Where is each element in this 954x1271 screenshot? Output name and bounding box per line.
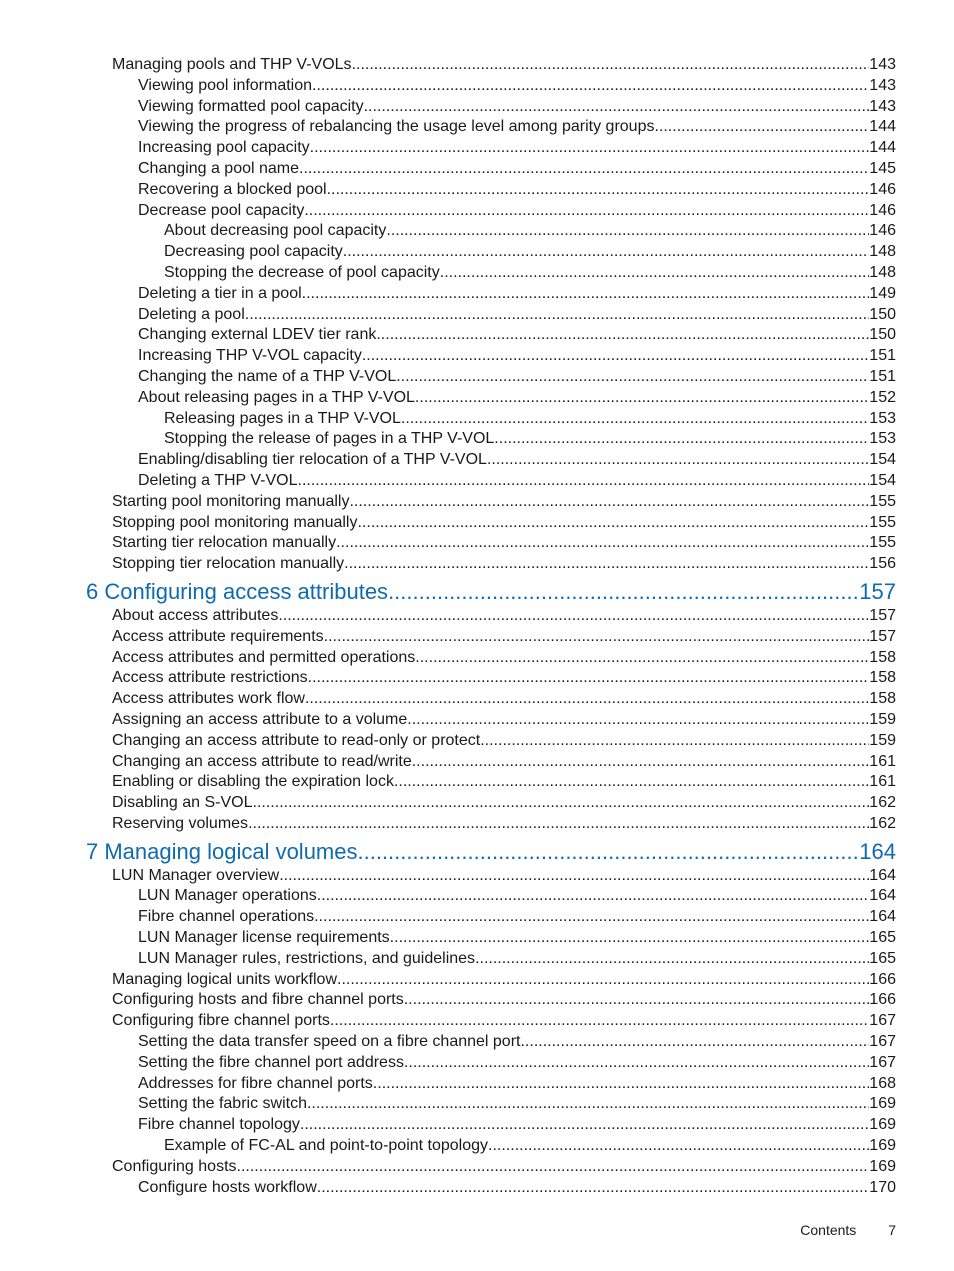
toc-entry-title: Assigning an access attribute to a volume <box>112 710 408 728</box>
toc-entry-page: 153 <box>869 430 896 448</box>
toc-entry[interactable] <box>0 55 954 76</box>
toc-entry-page: 149 <box>869 284 896 302</box>
dot-leader <box>248 814 869 835</box>
dot-leader <box>480 731 869 752</box>
toc-entry[interactable] <box>0 263 954 284</box>
toc-entry-page: 145 <box>869 159 896 177</box>
toc-entry-title: Changing a pool name <box>138 159 300 177</box>
dot-leader <box>401 409 869 430</box>
toc-entry-page: 170 <box>869 1178 896 1196</box>
toc-entry-page: 157 <box>869 627 896 645</box>
toc-entry[interactable] <box>0 928 954 949</box>
toc-entry-page: 168 <box>869 1074 896 1092</box>
dot-leader <box>300 1115 869 1136</box>
dot-leader <box>388 575 859 606</box>
toc-entry-page: 146 <box>869 201 896 219</box>
toc-entry[interactable] <box>0 1074 954 1095</box>
toc-entry-page: 167 <box>869 1033 896 1051</box>
dot-leader <box>373 1074 870 1095</box>
toc-entry-title: Releasing pages in a THP V-VOL <box>164 409 401 427</box>
dot-leader <box>349 492 869 513</box>
toc-entry[interactable] <box>0 138 954 159</box>
toc-entry-title: Stopping pool monitoring manually <box>112 513 358 531</box>
toc-entry-page: 159 <box>869 710 896 728</box>
toc-entry-title: Changing an access attribute to read-only or protect <box>112 731 481 749</box>
toc-entry-page: 162 <box>869 814 896 832</box>
dot-leader <box>404 1053 869 1074</box>
toc-entry-title: Managing pools and THP V-VOLs <box>112 56 352 73</box>
dot-leader <box>305 689 869 710</box>
toc-entry[interactable] <box>0 242 954 263</box>
dot-leader <box>307 1094 869 1115</box>
toc-entry-title: Changing the name of a THP V-VOL <box>138 367 397 385</box>
toc-entry-title: Deleting a tier in a pool <box>138 284 302 302</box>
footer-label: Contents <box>800 1222 857 1238</box>
toc-entry[interactable] <box>0 554 954 575</box>
dot-leader <box>440 263 870 284</box>
toc-entry-title: Configuring fibre channel ports <box>112 1012 330 1030</box>
toc-entry[interactable] <box>0 450 954 471</box>
dot-leader <box>488 1136 869 1157</box>
toc-entry[interactable] <box>0 1094 954 1115</box>
toc-entry-page: 164 <box>869 887 896 905</box>
dot-leader <box>312 76 869 97</box>
toc-entry-title: 7 Managing logical volumes <box>86 838 358 864</box>
dot-leader <box>412 752 870 773</box>
toc-entry[interactable] <box>0 159 954 180</box>
dot-leader <box>245 305 870 326</box>
toc-entry-page: 144 <box>869 139 896 157</box>
toc-entry[interactable] <box>0 1011 954 1032</box>
toc-entry-title: Configuring hosts <box>112 1157 237 1175</box>
toc-entry-page: 169 <box>869 1116 896 1134</box>
dot-leader <box>394 772 869 793</box>
dot-leader <box>494 429 869 450</box>
toc-entry-page: 169 <box>869 1095 896 1113</box>
toc-entry[interactable] <box>0 201 954 222</box>
toc-entry-page: 151 <box>869 367 896 385</box>
toc-entry-page: 154 <box>869 451 896 469</box>
toc-entry[interactable] <box>0 752 954 773</box>
toc-entry-page: 155 <box>869 513 896 531</box>
toc-entry-title: Addresses for fibre channel ports <box>138 1074 373 1092</box>
toc-entry-page: 143 <box>869 97 896 115</box>
toc-entry-title: Increasing THP V-VOL capacity <box>138 347 362 365</box>
toc-entry-page: 148 <box>869 243 896 261</box>
toc-entry-title: Stopping the release of pages in a THP V-VOL <box>164 430 495 448</box>
toc-entry-page: 144 <box>869 118 896 136</box>
toc-entry-page: 152 <box>869 388 896 406</box>
dot-leader <box>327 180 870 201</box>
toc-entry[interactable] <box>0 866 954 887</box>
toc-entry-page: 158 <box>869 669 896 687</box>
toc-entry-title: About access attributes <box>112 606 279 624</box>
toc-entry-page: 154 <box>869 471 896 489</box>
toc-entry-page: 164 <box>869 908 896 926</box>
dot-leader <box>314 907 869 928</box>
toc-entry[interactable] <box>0 388 954 409</box>
toc-entry-title: Viewing formatted pool capacity <box>138 97 364 115</box>
toc-entry-title: Increasing pool capacity <box>138 139 310 157</box>
toc-entry-page: 157 <box>859 578 896 604</box>
toc-entry-page: 153 <box>869 409 896 427</box>
toc-entry[interactable] <box>0 513 954 534</box>
toc-entry-title: Enabling or disabling the expiration lock <box>112 773 394 791</box>
dot-leader <box>310 138 870 159</box>
toc-chapter-entry[interactable] <box>0 575 954 606</box>
toc-entry-page: 164 <box>869 866 896 884</box>
toc-entry[interactable] <box>0 76 954 97</box>
dot-leader <box>344 554 869 575</box>
toc-entry-page: 143 <box>869 56 896 73</box>
toc-entry[interactable] <box>0 180 954 201</box>
dot-leader <box>352 55 870 76</box>
toc-entry-page: 166 <box>869 991 896 1009</box>
toc-entry-title: Setting the fibre channel port address <box>138 1053 404 1071</box>
toc-entry[interactable] <box>0 990 954 1011</box>
toc-entry-title: LUN Manager overview <box>112 866 280 884</box>
toc-entry-title: Stopping the decrease of pool capacity <box>164 263 440 281</box>
toc-entry-page: 164 <box>859 838 896 864</box>
toc-entry-page: 161 <box>869 773 896 791</box>
toc-entry[interactable] <box>0 793 954 814</box>
toc-entry[interactable] <box>0 886 954 907</box>
toc-entry-title: Decrease pool capacity <box>138 201 305 219</box>
toc-entry-title: Configure hosts workflow <box>138 1178 317 1196</box>
dot-leader <box>324 627 870 648</box>
toc-entry-title: LUN Manager license requirements <box>138 929 390 947</box>
toc-entry-page: 151 <box>869 347 896 365</box>
dot-leader <box>304 201 869 222</box>
dot-leader <box>278 606 869 627</box>
toc-entry-page: 157 <box>869 606 896 624</box>
dot-leader <box>358 835 860 866</box>
toc-entry-title: Changing an access attribute to read/write <box>112 752 412 770</box>
dot-leader <box>362 346 869 367</box>
toc-entry-page: 161 <box>869 752 896 770</box>
dot-leader <box>520 1032 869 1053</box>
toc-entry[interactable] <box>0 1178 954 1199</box>
dot-leader <box>386 221 869 242</box>
toc-entry[interactable] <box>0 731 954 752</box>
toc-chapter-entry[interactable] <box>0 835 954 866</box>
toc-entry-title: Decreasing pool capacity <box>164 243 343 261</box>
dot-leader <box>253 793 870 814</box>
toc-entry[interactable] <box>0 117 954 138</box>
toc-entry-title: Access attribute restrictions <box>112 669 308 687</box>
toc-entry-title: Access attributes and permitted operations <box>112 648 416 666</box>
dot-leader <box>299 159 869 180</box>
dot-leader <box>330 1011 869 1032</box>
toc-entry[interactable] <box>0 284 954 305</box>
dot-leader <box>302 284 870 305</box>
dot-leader <box>337 970 869 991</box>
toc-entry[interactable] <box>0 907 954 928</box>
toc-entry[interactable] <box>0 221 954 242</box>
toc-entry[interactable] <box>0 689 954 710</box>
dot-leader <box>237 1157 870 1178</box>
toc-entry-title: Example of FC-AL and point-to-point topology <box>164 1137 489 1155</box>
dot-leader <box>317 886 870 907</box>
dot-leader <box>308 668 870 689</box>
toc-entry-page: 158 <box>869 648 896 666</box>
toc-entry-page: 169 <box>869 1157 896 1175</box>
toc-entry-page: 155 <box>869 534 896 552</box>
toc-entry-page: 143 <box>869 76 896 94</box>
toc-entry[interactable] <box>0 627 954 648</box>
dot-leader <box>475 949 869 970</box>
toc-entry-title: Setting the fabric switch <box>138 1095 307 1113</box>
dot-leader <box>487 450 869 471</box>
toc-entry-title: About releasing pages in a THP V-VOL <box>138 388 415 406</box>
dot-leader <box>357 513 869 534</box>
dot-leader <box>364 97 870 118</box>
toc-entry[interactable] <box>0 1157 954 1178</box>
dot-leader <box>390 928 870 949</box>
toc-entry-page: 165 <box>869 929 896 947</box>
toc-entry[interactable] <box>0 429 954 450</box>
page-number: 7 <box>888 1222 896 1238</box>
dot-leader <box>396 367 869 388</box>
dot-leader <box>336 533 869 554</box>
dot-leader <box>298 471 870 492</box>
toc-entry-page: 165 <box>869 949 896 967</box>
toc-entry[interactable] <box>0 606 954 627</box>
toc-entry[interactable] <box>0 471 954 492</box>
toc-entry-page: 146 <box>869 180 896 198</box>
toc-entry[interactable] <box>0 1115 954 1136</box>
toc-entry-page: 167 <box>869 1053 896 1071</box>
dot-leader <box>407 710 869 731</box>
toc-entry-title: Setting the data transfer speed on a fibre channel port <box>138 1033 521 1051</box>
toc-entry-title: Deleting a THP V-VOL <box>138 471 298 489</box>
toc-entry-title: Managing logical units workflow <box>112 970 337 988</box>
dot-leader <box>415 648 869 669</box>
toc-entry-page: 150 <box>869 305 896 323</box>
toc-entry[interactable] <box>0 97 954 118</box>
toc-entry-page: 146 <box>869 222 896 240</box>
dot-leader <box>654 117 869 138</box>
toc-entry-page: 169 <box>869 1137 896 1155</box>
toc-entry-page: 162 <box>869 794 896 812</box>
toc-entry[interactable] <box>0 648 954 669</box>
toc-entry[interactable] <box>0 970 954 991</box>
toc-entry-title: Configuring hosts and fibre channel ports <box>112 991 404 1009</box>
table-of-contents <box>0 55 954 1198</box>
toc-entry-title: Disabling an S-VOL <box>112 794 253 812</box>
toc-entry-page: 155 <box>869 492 896 510</box>
toc-entry[interactable] <box>0 325 954 346</box>
toc-entry[interactable] <box>0 1136 954 1157</box>
toc-entry-title: LUN Manager operations <box>138 887 317 905</box>
toc-entry-title: Viewing the progress of rebalancing the usage level among parity groups <box>138 118 655 136</box>
toc-entry-title: Deleting a pool <box>138 305 245 323</box>
dot-leader <box>343 242 870 263</box>
toc-entry[interactable] <box>0 814 954 835</box>
toc-entry-page: 166 <box>869 970 896 988</box>
toc-entry-title: 6 Configuring access attributes <box>86 578 389 604</box>
dot-leader <box>317 1178 870 1199</box>
toc-entry[interactable] <box>0 1053 954 1074</box>
page-footer <box>800 1222 896 1238</box>
toc-entry-page: 156 <box>869 555 896 573</box>
toc-entry-title: Access attribute requirements <box>112 627 324 645</box>
toc-entry-title: Starting tier relocation manually <box>112 534 337 552</box>
toc-entry-page: 158 <box>869 690 896 708</box>
toc-entry-title: Recovering a blocked pool <box>138 180 327 198</box>
toc-entry[interactable] <box>0 305 954 326</box>
toc-entry-title: Enabling/disabling tier relocation of a THP V-VOL <box>138 451 487 469</box>
toc-entry[interactable] <box>0 710 954 731</box>
dot-leader <box>279 866 869 887</box>
toc-entry-title: LUN Manager rules, restrictions, and guidelines <box>138 949 476 967</box>
toc-entry-page: 148 <box>869 263 896 281</box>
toc-entry[interactable] <box>0 492 954 513</box>
toc-entry-title: Reserving volumes <box>112 814 249 832</box>
toc-entry-title: Stopping tier relocation manually <box>112 555 345 573</box>
toc-entry[interactable] <box>0 409 954 430</box>
toc-entry-title: Viewing pool information <box>138 76 313 94</box>
toc-entry[interactable] <box>0 1032 954 1053</box>
toc-entry-title: Starting pool monitoring manually <box>112 492 350 510</box>
toc-entry-title: Fibre channel topology <box>138 1116 300 1134</box>
dot-leader <box>376 325 869 346</box>
toc-entry[interactable] <box>0 949 954 970</box>
toc-entry-page: 159 <box>869 731 896 749</box>
toc-entry-page: 167 <box>869 1012 896 1030</box>
toc-entry-title: About decreasing pool capacity <box>164 222 387 240</box>
toc-entry[interactable] <box>0 533 954 554</box>
toc-entry[interactable] <box>0 346 954 367</box>
toc-entry-title: Fibre channel operations <box>138 908 315 926</box>
dot-leader <box>404 990 870 1011</box>
toc-entry[interactable] <box>0 772 954 793</box>
toc-entry[interactable] <box>0 367 954 388</box>
toc-entry-page: 150 <box>869 326 896 344</box>
dot-leader <box>415 388 869 409</box>
toc-entry-title: Changing external LDEV tier rank <box>138 326 377 344</box>
toc-entry-title: Access attributes work flow <box>112 690 305 708</box>
toc-entry[interactable] <box>0 668 954 689</box>
